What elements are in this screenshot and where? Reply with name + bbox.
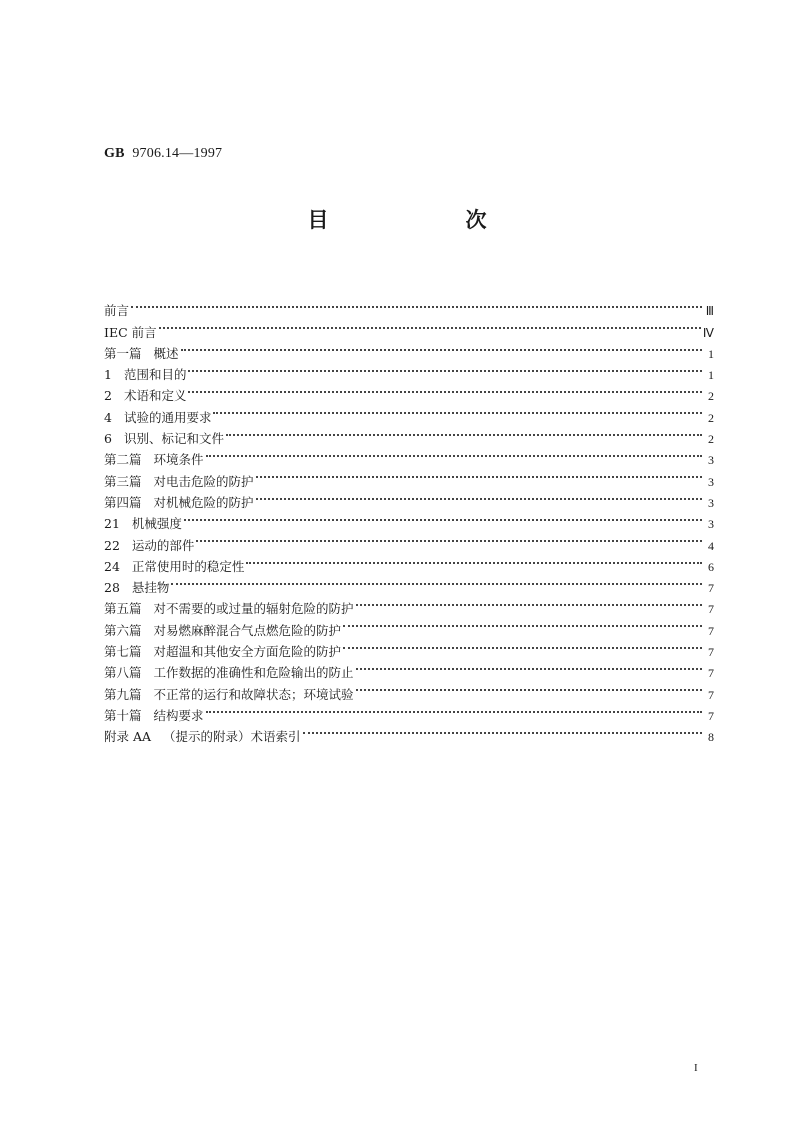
toc-entry-page: 2 bbox=[708, 389, 714, 404]
toc-entry-text: 对不需要的或过量的辐射危险的防护 bbox=[153, 601, 354, 617]
toc-leader-dots bbox=[246, 550, 702, 571]
toc-entry[interactable] bbox=[104, 550, 714, 574]
toc-entry-label bbox=[104, 471, 254, 492]
toc-leader-dots bbox=[343, 635, 702, 656]
toc-entry-label bbox=[104, 449, 204, 470]
toc-entry-number: 附录 AA bbox=[104, 729, 152, 745]
toc-entry-label bbox=[104, 535, 194, 556]
toc-entry-number: 第三篇 bbox=[104, 473, 142, 489]
toc-entry-label bbox=[104, 662, 354, 683]
page-title: 目 次 bbox=[307, 208, 545, 232]
toc-entry-text: 结构要求 bbox=[153, 707, 204, 723]
toc-entry-label bbox=[104, 641, 341, 662]
toc-entry-text: 环境条件 bbox=[153, 452, 204, 468]
toc-entry[interactable] bbox=[104, 400, 714, 425]
toc-entry-text: 试验的通用要求 bbox=[123, 409, 212, 425]
toc-entry-label bbox=[104, 364, 186, 385]
toc-entry-text: 机械强度 bbox=[131, 516, 182, 532]
toc-entry-number: 第八篇 bbox=[104, 665, 142, 681]
toc-entry-label bbox=[104, 407, 211, 428]
toc-leader-dots bbox=[131, 294, 702, 315]
toc-entry-number: 第五篇 bbox=[104, 601, 142, 617]
toc-entry-text: 范围和目的 bbox=[123, 367, 187, 383]
toc-entry-page: 4 bbox=[708, 538, 714, 553]
toc-entry-page: 6 bbox=[708, 559, 714, 574]
standard-number: 9706.14—1997 bbox=[132, 146, 223, 161]
toc-leader-dots bbox=[184, 507, 702, 528]
toc-entry-number: 24 bbox=[104, 558, 120, 574]
toc-entry[interactable] bbox=[104, 528, 714, 553]
toc-entry-text: 正常使用时的稳定性 bbox=[131, 558, 245, 574]
toc-entry-page: 7 bbox=[708, 666, 714, 681]
toc-entry[interactable] bbox=[104, 507, 714, 532]
toc-entry-label bbox=[104, 598, 354, 619]
toc-leader-dots bbox=[171, 571, 702, 592]
toc-leader-dots bbox=[213, 400, 702, 421]
toc-entry-page: 7 bbox=[708, 687, 714, 702]
toc-entry-page: 7 bbox=[708, 602, 714, 617]
toc-entry-number: 6 bbox=[104, 431, 112, 447]
toc-entry-number: 4 bbox=[104, 409, 112, 425]
toc-leader-dots bbox=[159, 315, 701, 336]
toc-entry-number: 第六篇 bbox=[104, 622, 142, 638]
toc-entry-number: 第十篇 bbox=[104, 707, 142, 723]
toc-entry-number: 第七篇 bbox=[104, 644, 142, 660]
toc-entry-number: 28 bbox=[104, 580, 120, 596]
toc-entry[interactable] bbox=[104, 294, 714, 319]
toc-entry-text: 前言 bbox=[104, 303, 130, 319]
toc-leader-dots bbox=[196, 528, 702, 549]
toc-entry-text: IEC 前言 bbox=[104, 324, 157, 340]
toc-entry-text: （提示的附录）术语索引 bbox=[163, 729, 301, 745]
toc-entry-text: 对易燃麻醉混合气点燃危险的防护 bbox=[153, 622, 342, 638]
toc-entry-page: 3 bbox=[708, 453, 714, 468]
toc-entry-number: 第二篇 bbox=[104, 452, 142, 468]
standard-prefix: GB bbox=[104, 146, 125, 161]
toc-entry-number: 第九篇 bbox=[104, 686, 142, 702]
toc-leader-dots bbox=[356, 592, 702, 613]
toc-entry-page: 7 bbox=[708, 708, 714, 723]
toc-entry-number: 22 bbox=[104, 537, 120, 553]
toc-leader-dots bbox=[181, 337, 702, 358]
toc-entry-label bbox=[104, 620, 341, 641]
toc-entry-label bbox=[104, 513, 182, 534]
toc-entry-page: 8 bbox=[708, 730, 714, 745]
toc-entry-number: 2 bbox=[104, 388, 112, 404]
toc-entry-text: 工作数据的准确性和危险输出的防止 bbox=[153, 665, 354, 681]
toc-entry-label bbox=[104, 322, 157, 343]
toc-entry-page: 7 bbox=[708, 623, 714, 638]
toc-entry-text: 对电击危险的防护 bbox=[153, 473, 254, 489]
toc-entry-text: 识别、标记和文件 bbox=[123, 431, 224, 447]
toc-leader-dots bbox=[256, 486, 702, 507]
toc-entry[interactable] bbox=[104, 592, 714, 617]
toc-entry-label bbox=[104, 385, 186, 406]
toc-entry-page: 3 bbox=[708, 474, 714, 489]
toc-entry[interactable] bbox=[104, 358, 714, 383]
toc-leader-dots bbox=[188, 358, 702, 379]
toc-entry-page: 1 bbox=[708, 346, 714, 361]
toc-entry[interactable] bbox=[104, 571, 714, 596]
toc-leader-dots bbox=[226, 422, 702, 443]
toc-entry-label bbox=[104, 705, 204, 726]
toc-entry-page: 7 bbox=[708, 645, 714, 660]
toc-leader-dots bbox=[356, 656, 702, 677]
toc-entry-page: Ⅲ bbox=[705, 304, 714, 319]
toc-entry-text: 概述 bbox=[153, 345, 179, 361]
toc-entry-page: 7 bbox=[708, 581, 714, 596]
standard-code bbox=[104, 146, 222, 162]
table-of-contents bbox=[104, 294, 714, 745]
toc-entry-label bbox=[104, 300, 129, 321]
toc-entry-text: 悬挂物 bbox=[131, 580, 170, 596]
toc-entry[interactable] bbox=[104, 315, 714, 340]
toc-entry-page: 3 bbox=[708, 517, 714, 532]
toc-entry-text: 不正常的运行和故障状态；环境试验 bbox=[153, 686, 354, 702]
toc-leader-dots bbox=[206, 443, 702, 464]
toc-leader-dots bbox=[188, 379, 702, 400]
toc-leader-dots bbox=[303, 720, 702, 741]
toc-leader-dots bbox=[206, 699, 702, 720]
toc-entry[interactable] bbox=[104, 379, 714, 404]
toc-entry-number: 1 bbox=[104, 367, 112, 383]
toc-entry[interactable] bbox=[104, 337, 714, 361]
toc-entry-label bbox=[104, 726, 301, 747]
toc-entry-text: 术语和定义 bbox=[123, 388, 187, 404]
toc-entry-page: Ⅳ bbox=[702, 325, 714, 340]
page-number: I bbox=[694, 1062, 698, 1074]
toc-leader-dots bbox=[256, 464, 702, 485]
toc-entry-label bbox=[104, 577, 169, 598]
toc-entry-page: 2 bbox=[708, 432, 714, 447]
toc-leader-dots bbox=[343, 613, 702, 634]
toc-entry-page: 2 bbox=[708, 410, 714, 425]
toc-entry-text: 对机械危险的防护 bbox=[153, 494, 254, 510]
toc-entry-number: 第四篇 bbox=[104, 494, 142, 510]
toc-leader-dots bbox=[356, 677, 702, 698]
toc-entry-page: 1 bbox=[708, 368, 714, 383]
toc-entry-page: 3 bbox=[708, 495, 714, 510]
toc-entry-number: 21 bbox=[104, 516, 120, 532]
toc-entry-text: 运动的部件 bbox=[131, 537, 195, 553]
toc-entry-label bbox=[104, 343, 179, 364]
toc-entry-text: 对超温和其他安全方面危险的防护 bbox=[153, 644, 342, 660]
toc-entry-number: 第一篇 bbox=[104, 345, 142, 361]
